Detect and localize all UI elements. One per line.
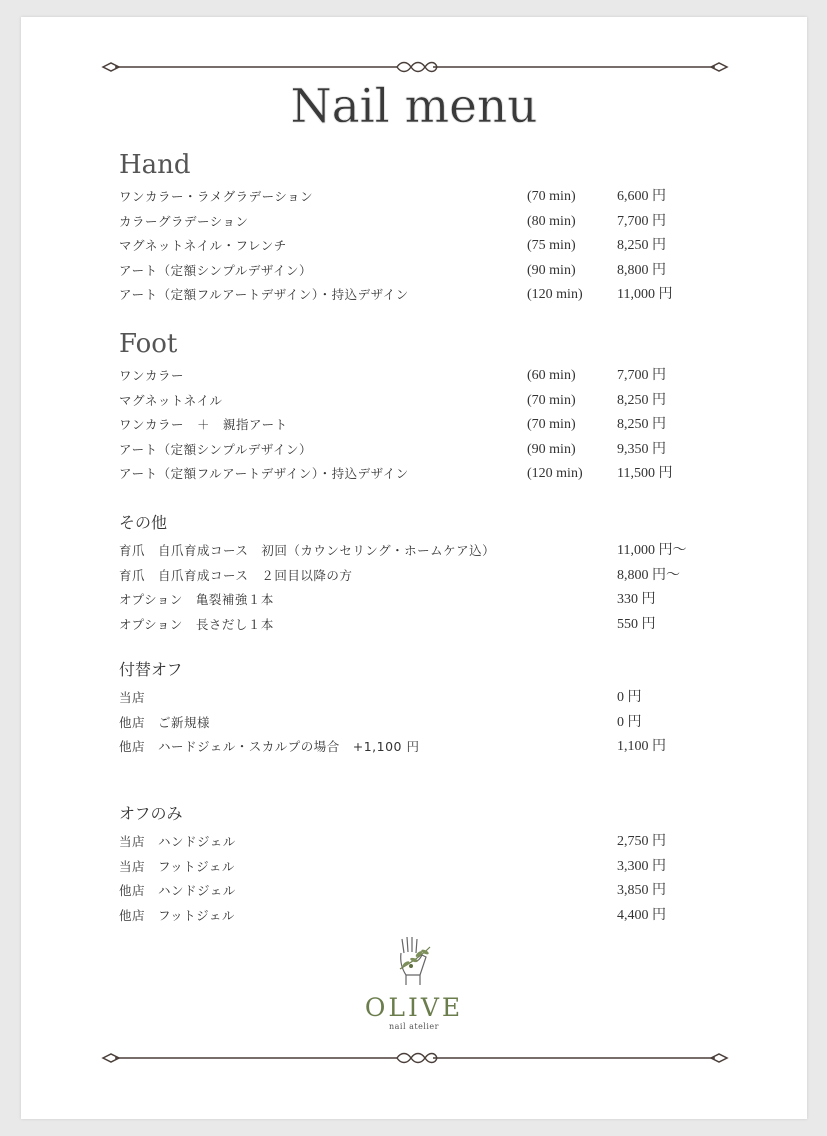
menu-row bbox=[119, 711, 759, 736]
item-price: 8,800 円〜 bbox=[617, 567, 680, 583]
menu-row bbox=[119, 438, 759, 463]
menu-row bbox=[119, 855, 759, 880]
item-name: 他店 フットジェル bbox=[119, 907, 235, 923]
ornament-divider-top bbox=[101, 57, 729, 77]
item-name: オプション 長さだし１本 bbox=[119, 616, 274, 632]
item-name: 当店 bbox=[119, 690, 146, 705]
item-price: 7,700 円 bbox=[617, 213, 666, 229]
menu-row bbox=[119, 413, 759, 438]
item-time: (120 min) bbox=[527, 466, 583, 482]
brand-subtitle: nail atelier bbox=[389, 1022, 439, 1031]
menu-row bbox=[119, 389, 759, 414]
menu-row bbox=[119, 539, 759, 564]
menu-row bbox=[119, 588, 759, 613]
item-price: 4,400 円 bbox=[617, 907, 666, 923]
item-price: 9,350 円 bbox=[617, 441, 666, 457]
hand-olive-icon bbox=[392, 935, 436, 987]
item-name: ワンカラー ＋ 親指アート bbox=[119, 417, 288, 433]
menu-row bbox=[119, 879, 759, 904]
item-name: ワンカラー bbox=[119, 368, 185, 383]
ornament-divider-bottom bbox=[101, 1048, 729, 1068]
item-name: オプション 亀裂補強１本 bbox=[119, 592, 274, 608]
section-off-only bbox=[119, 798, 759, 928]
item-price: 1,100 円 bbox=[617, 739, 666, 755]
menu-row bbox=[119, 283, 759, 308]
item-name: ワンカラー・ラメグラデーション bbox=[119, 189, 314, 204]
item-name: 当店 ハンドジェル bbox=[119, 834, 236, 849]
item-name: 当店 フットジェル bbox=[119, 858, 235, 874]
section-heading-other: その他 bbox=[119, 513, 168, 532]
item-price: 0 円 bbox=[617, 690, 642, 705]
item-time: (60 min) bbox=[527, 368, 576, 383]
section-other bbox=[119, 507, 759, 637]
item-name: 他店 ハードジェル・スカルプの場合 +1,100 円 bbox=[119, 739, 420, 755]
menu-row bbox=[119, 904, 759, 929]
menu-row bbox=[119, 830, 759, 855]
menu-row bbox=[119, 185, 759, 210]
brand-logo bbox=[21, 935, 807, 1031]
item-name: 育爪 自爪育成コース 初回（カウンセリング・ホームケア込） bbox=[119, 543, 496, 558]
item-name: マグネットネイル bbox=[119, 392, 223, 408]
item-time: (70 min) bbox=[527, 417, 576, 433]
menu-row bbox=[119, 259, 759, 284]
menu-row bbox=[119, 364, 759, 389]
section-heading-hand: Hand bbox=[119, 150, 191, 180]
menu-row bbox=[119, 462, 759, 487]
item-price: 2,750 円 bbox=[617, 834, 666, 849]
item-price: 8,250 円 bbox=[617, 392, 666, 408]
item-name: 他店 ご新規様 bbox=[119, 714, 211, 730]
item-time: (70 min) bbox=[527, 189, 576, 204]
item-price: 6,600 円 bbox=[617, 189, 666, 204]
menu-row bbox=[119, 210, 759, 235]
section-heading-off-only: オフのみ bbox=[119, 804, 183, 823]
menu-sheet bbox=[21, 17, 807, 1119]
item-name: カラーグラデーション bbox=[119, 213, 249, 229]
item-price: 330 円 bbox=[617, 592, 656, 608]
item-time: (90 min) bbox=[527, 441, 576, 457]
item-name: 育爪 自爪育成コース ２回目以降の方 bbox=[119, 567, 353, 583]
item-name: アート（定額シンプルデザイン） bbox=[119, 262, 312, 278]
item-name: アート（定額フルアートデザイン）・持込デザイン bbox=[119, 287, 409, 303]
section-replace-off bbox=[119, 654, 759, 760]
item-time: (80 min) bbox=[527, 213, 576, 229]
item-price: 7,700 円 bbox=[617, 368, 666, 383]
item-price: 550 円 bbox=[617, 616, 656, 632]
item-price: 3,300 円 bbox=[617, 858, 666, 874]
item-name: アート（定額フルアートデザイン）・持込デザイン bbox=[119, 466, 409, 482]
menu-row bbox=[119, 234, 759, 259]
page-title: Nail menu bbox=[290, 79, 538, 134]
item-name: アート（定額シンプルデザイン） bbox=[119, 441, 312, 457]
item-time: (120 min) bbox=[527, 287, 583, 303]
item-name: 他店 ハンドジェル bbox=[119, 883, 236, 899]
item-time: (90 min) bbox=[527, 262, 576, 278]
menu-row bbox=[119, 613, 759, 638]
item-price: 8,250 円 bbox=[617, 417, 666, 433]
item-time: (70 min) bbox=[527, 392, 576, 408]
item-price: 11,000 円 bbox=[617, 287, 673, 303]
menu-row bbox=[119, 735, 759, 760]
menu-row bbox=[119, 686, 759, 711]
item-name: マグネットネイル・フレンチ bbox=[119, 238, 287, 254]
item-price: 11,500 円 bbox=[617, 466, 673, 482]
item-price: 0 円 bbox=[617, 714, 642, 730]
item-price: 8,250 円 bbox=[617, 238, 666, 254]
item-price: 8,800 円 bbox=[617, 262, 666, 278]
section-heading-replace-off: 付替オフ bbox=[119, 660, 183, 679]
section-heading-foot: Foot bbox=[119, 329, 178, 359]
section-hand bbox=[119, 145, 759, 308]
section-foot bbox=[119, 324, 759, 487]
item-time: (75 min) bbox=[527, 238, 576, 254]
menu-row bbox=[119, 564, 759, 589]
item-price: 3,850 円 bbox=[617, 883, 666, 899]
item-price: 11,000 円〜 bbox=[617, 543, 687, 558]
brand-name: OLIVE bbox=[364, 993, 464, 1022]
